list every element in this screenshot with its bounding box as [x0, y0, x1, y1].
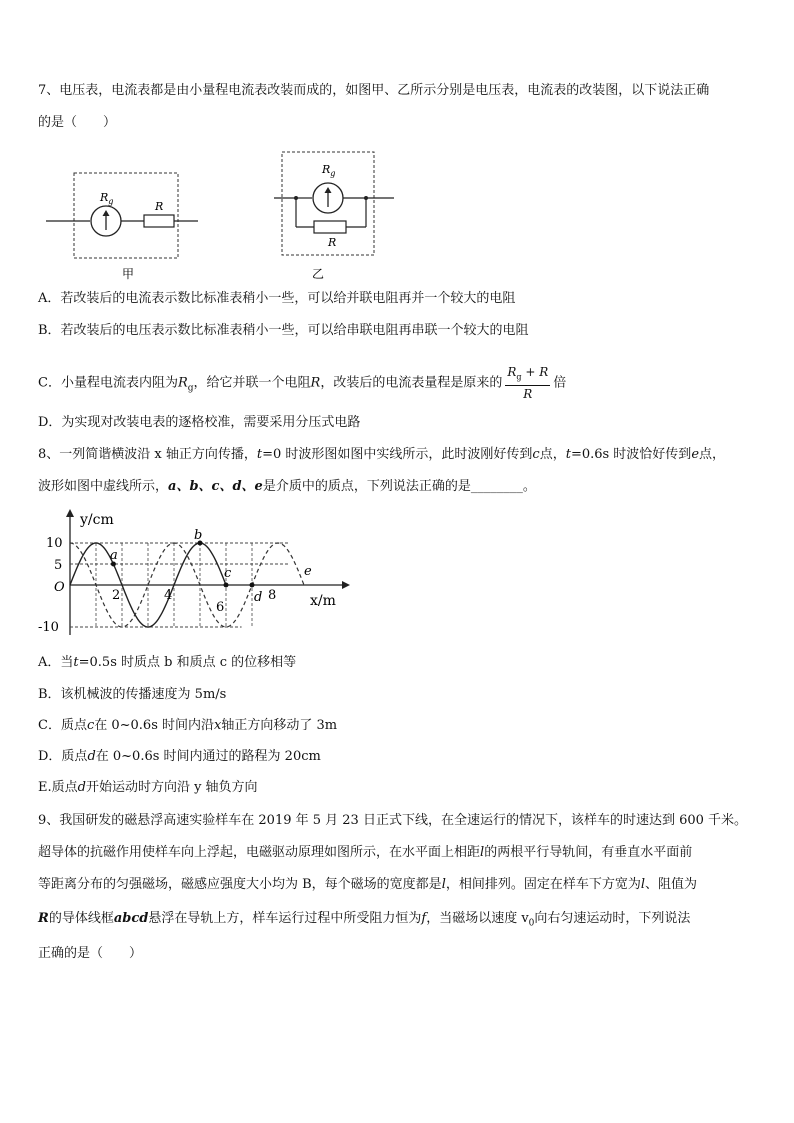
q7-option-c: C．小量程电流表内阻为$R_g$，给它并联一个电阻R，改装后的电流表量程是原来的 $\frac{R_g + R}{R}$ 倍 [38, 365, 567, 402]
q8-option-a: A．当t=0.5s 时质点 b 和质点 c 的位移相等 [38, 655, 297, 670]
point-d-label: d [254, 590, 263, 605]
y-tick-10: 10 [46, 536, 63, 551]
origin-label: O [54, 580, 65, 595]
y-tick-neg10: -10 [38, 620, 59, 635]
q8-stem-line1: 8、一列简谐横波沿 x 轴正方向传播，t=0 时波形图如图中实线所示，此时波刚好传到c点，t=0.6s 时波恰好传到e点， [38, 447, 726, 462]
q7-figure-jia [40, 170, 210, 285]
point-a-label: a [110, 548, 118, 563]
svg-text:乙: 乙 [312, 267, 325, 281]
x-axis-label: x/m [310, 593, 336, 609]
svg-text:Rg: $R_g$ [100, 191, 114, 206]
resistor-icon [314, 221, 346, 233]
q9-line4: R的导体线框abcd悬浮在导轨上方，样车运行过程中所受阻力恒为f，当磁场以速度 $v_0$向右匀速运动时，下列说法 [38, 911, 691, 929]
point-d [250, 583, 255, 588]
point-c-label: c [224, 566, 232, 581]
q9-line2: 超导体的抗磁作用使样车向上浮起，电磁驱动原理如图所示，在水平面上相距l的两根平行导轨间，有垂直水平面前 [38, 845, 693, 860]
svg-text:R: R [155, 200, 164, 213]
q7-stem-line1: 7、电压表，电流表都是由小量程电流表改装而成的，如图甲、乙所示分别是电压表，电流表的改装图，以下说法正确 [38, 83, 710, 98]
svg-text:甲: 甲 [122, 267, 135, 281]
x-tick-8: 8 [268, 588, 277, 603]
q8-option-d: D．质点d在 0~0.6s 时间内通过的路程为 20cm [38, 749, 321, 764]
q7-option-b: B．若改装后的电压表示数比标准表稍小一些，可以给串联电阻再串联一个较大的电阻 [38, 323, 529, 338]
x-tick-4: 4 [164, 588, 173, 603]
q7-option-d: D．为实现对改装电表的逐格校准，需要采用分压式电路 [38, 415, 361, 430]
x-tick-2: 2 [112, 588, 121, 603]
point-b-label: b [194, 528, 203, 543]
q8-option-c: C．质点c在 0~0.6s 时间内沿x轴正方向移动了 3m [38, 718, 338, 733]
q8-wave-graph [30, 505, 360, 640]
q7-figure-yi [272, 150, 402, 285]
y-axis-label: y/cm [80, 512, 114, 528]
point-e-label: e [304, 564, 312, 579]
q9-line1: 9、我国研发的磁悬浮高速实验样车在 2019 年 5 月 23 日正式下线，在全速运行的情况下，该样车的时速达到 600 千米。 [38, 813, 748, 828]
svg-text:R: R [328, 236, 337, 249]
q8-option-b: B．该机械波的传播速度为 5m/s [38, 687, 227, 702]
q9-line5: 正确的是（ ） [38, 946, 143, 961]
y-tick-5: 5 [54, 558, 63, 573]
q7-fraction: $\frac{R_g + R}{R}$ [507, 365, 549, 402]
q7-stem-line2: 的是（ ） [38, 115, 117, 130]
x-tick-6: 6 [216, 600, 225, 615]
q7-option-a: A．若改装后的电流表示数比标准表稍小一些，可以给并联电阻再并一个较大的电阻 [38, 291, 516, 306]
q8-stem-line2: 波形如图中虚线所示，a、b、c、d、e是介质中的质点，下列说法正确的是________。 [38, 479, 536, 494]
q8-option-e: E.质点d开始运动时方向沿 y 轴负方向 [38, 780, 258, 795]
point-c [224, 583, 229, 588]
q9-line3: 等距离分布的匀强磁场，磁感应强度大小均为 B，每个磁场的宽度都是l，相间排列。固定在样车下方宽为l、阻值为 [38, 877, 698, 892]
resistor-icon [144, 215, 174, 227]
svg-text:Rg: $R_g$ [322, 163, 336, 178]
